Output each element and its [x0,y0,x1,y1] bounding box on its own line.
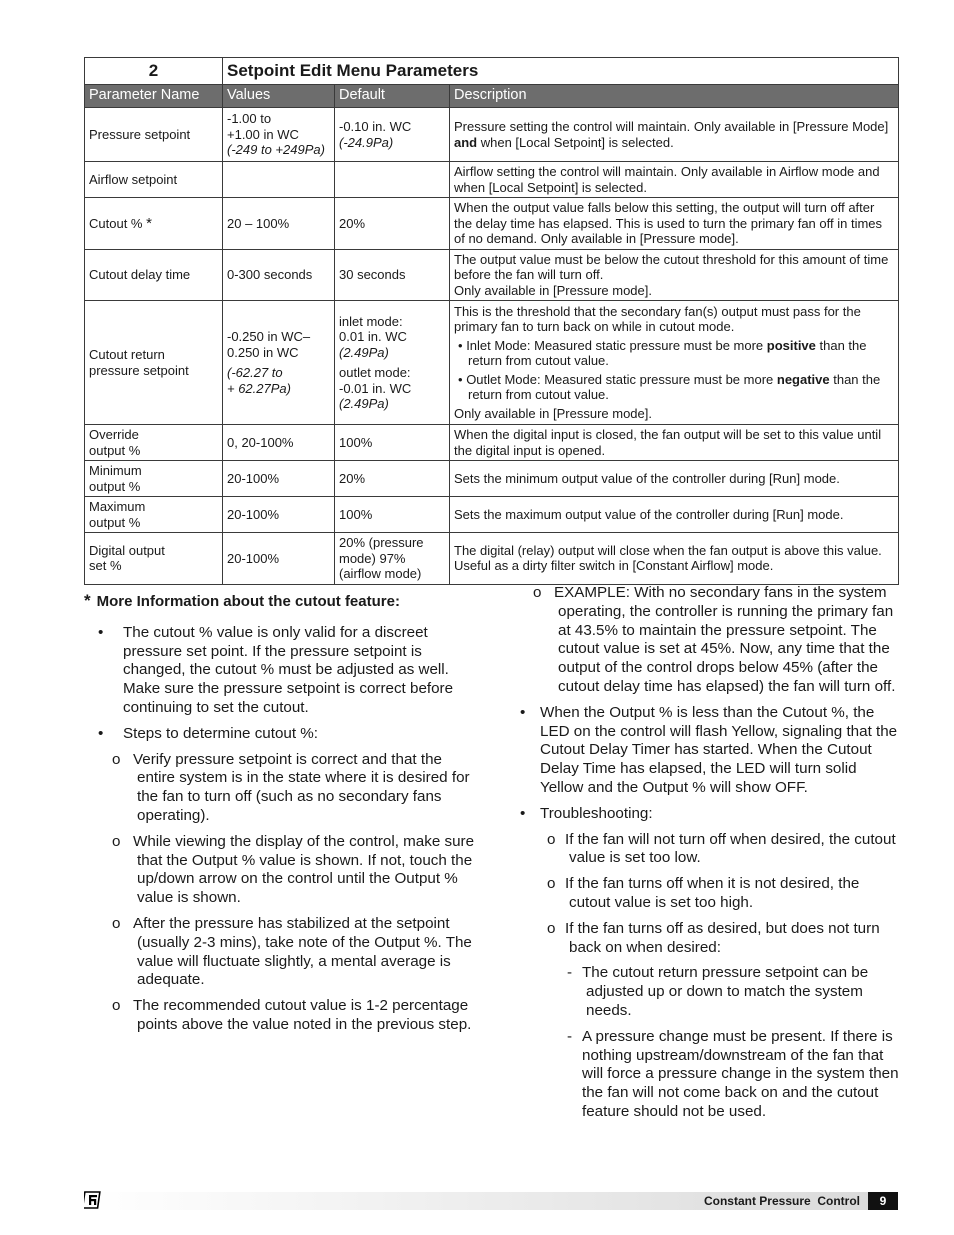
list-item [84,997,484,1035]
notes-left-column [84,592,484,1042]
param-name: Cutout return pressure setpoint [85,301,223,425]
param-description: When the output value falls below this setting, the output will turn off after the delay time has elapsed. This is used to turn the primary fan off in times of no demand. Only available in [Pressure mode]. [450,198,899,250]
dash-mark: - [567,1027,573,1045]
param-description: Sets the minimum output value of the controller during [Run] mode. [450,461,899,497]
desc-bullet [454,338,894,369]
desc-bold: negative [776,371,830,387]
table-title-row [85,58,899,85]
setpoint-parameters-table [84,57,899,585]
param-values: 0-300 seconds [223,249,335,301]
default-line: inlet mode: [339,313,403,329]
list-item [84,624,484,718]
param-name-line: Minimum [89,463,142,478]
list-item [520,831,900,869]
list-item [84,725,484,744]
param-description: Sets the maximum output value of the controller during [Run] mode. [450,497,899,533]
bullet-mark: • [520,703,526,721]
param-name-line: output % [89,478,141,494]
param-name [85,533,223,585]
sub-bullet-mark: o [533,584,542,601]
param-default: 30 seconds [335,249,450,301]
desc-text: This is the threshold that the secondary fan(s) output must pass for the primary fan to turn back on while in cutout mode. [454,303,861,335]
list-item-text: While viewing the display of the control, make sure that the Output % value is shown. If not, touch the up/down arrow on the control until the Output % value is shown. [133,832,475,907]
sub-bullet-mark: o [112,914,121,932]
header-description: Description [450,85,899,108]
param-default: 20% [335,198,450,250]
param-description: When the digital input is closed, the fan output will be set to this value until the digital input is opened. [450,425,899,461]
table-header-row [85,85,899,108]
list-item-text: Troubleshooting: [540,804,653,822]
list-item-text: If the fan will not turn off when desired, the cutout value is set too low. [565,830,896,867]
section-title: Setpoint Edit Menu Parameters [223,58,899,85]
desc-text: Pressure setting the control will maintain. Only available in [Pressure Mode] [454,119,889,134]
list-item [520,584,900,697]
bullet-mark: • [520,804,526,822]
list-item [84,751,484,826]
param-values: 0, 20-100% [223,425,335,461]
sub-bullet-mark: o [547,919,556,937]
desc-text: Only available in [Pressure mode]. [454,282,652,298]
param-values [223,301,335,425]
bullet-mark: • [98,623,104,641]
default-line: (-24.9Pa) [339,134,394,150]
list-item [520,704,900,798]
param-name-text: Cutout % [89,215,143,231]
notes-heading-text: More Information about the cutout feature: [96,593,400,610]
param-name-line: Override [89,427,139,442]
sub-bullet-mark: o [547,875,556,893]
default-line: outlet mode: [339,365,411,380]
footer-page-number: 9 [868,1192,898,1210]
list-item [84,915,484,990]
list-item-text: If the fan turns off when it is not desired, the cutout value is set too high. [565,875,860,911]
list-item [520,920,900,958]
param-description [450,249,899,301]
param-name: Airflow setpoint [85,162,223,198]
desc-text: The output value must be below the cutout threshold for this amount of time before the fan will turn off. [454,251,889,282]
default-line: (2.49Pa) [339,344,389,360]
notes-heading [84,592,484,612]
bullet-mark: • [458,337,463,353]
list-item-text: Verify pressure setpoint is correct and that the entire system is in the state where it is desired for the fan to turn off (such as no secondary fans operating). [133,750,470,824]
values-line: (-62.27 to [227,365,283,380]
list-item-text: After the pressure has stabilized at the setpoint (usually 2-3 mins), take note of the Output %. The value will fluctuate slightly, a mental average is adequate. [133,914,472,989]
param-name [85,497,223,533]
param-name-line: output % [89,442,141,458]
default-line: mode) 97% [339,550,406,566]
table-row [85,425,899,461]
param-default [335,108,450,162]
bullet-mark: • [98,724,104,742]
desc-text: Only available in [Pressure mode]. [454,405,652,421]
param-values: 20-100% [223,533,335,585]
sub-bullet-mark: o [112,997,121,1015]
desc-bold: positive [766,337,816,353]
header-parameter-name: Parameter Name [85,85,223,108]
asterisk-icon: * [146,214,152,232]
param-description: The digital (relay) output will close when the fan output is above this value. Useful as a dirty filter switch in [Constant Airflow] mode. [450,533,899,585]
table-row [85,533,899,585]
header-values: Values [223,85,335,108]
notes-right-column [520,584,900,1129]
default-line: (airflow mode) [339,566,422,581]
desc-text: Inlet Mode: Measured static pressure must be more [466,337,767,353]
param-default [335,162,450,198]
param-name-line: Digital output [89,542,165,558]
param-default: 20% [335,461,450,497]
param-name-line: Maximum [89,499,146,514]
footer-document-title: Constant Pressure Control [703,1194,860,1208]
param-name [85,425,223,461]
list-item [520,1028,900,1122]
dash-mark: - [567,964,573,982]
param-values [223,162,335,198]
asterisk-icon: * [84,591,91,610]
param-name-line: set % [89,558,122,574]
section-number: 2 [85,58,223,85]
company-logo-icon [84,1191,101,1209]
values-line: -1.00 to [227,111,272,127]
param-name: Pressure setpoint [85,108,223,162]
list-item [84,833,484,908]
default-line: 0.01 in. WC [339,329,407,344]
desc-bold: and [454,134,478,150]
list-item [520,805,900,824]
param-description: Airflow setting the control will maintain. Only available in Airflow mode and when [Local Setpoint] is selected. [450,162,899,198]
list-item-text: The cutout return pressure setpoint can be adjusted up or down to match the system needs. [582,964,869,1019]
param-default [335,533,450,585]
param-name [85,461,223,497]
param-values: 20 – 100% [223,198,335,250]
list-item [520,964,900,1020]
values-line: -0.250 in WC– [227,329,311,344]
table-row [85,497,899,533]
table-row [85,249,899,301]
desc-text: when [Local Setpoint] is selected. [477,134,674,150]
default-line: 20% (pressure [339,535,424,550]
bullet-mark: • [458,371,463,387]
values-line: 0.250 in WC [227,344,299,360]
default-line: -0.01 in. WC [339,380,412,396]
list-item-text: Steps to determine cutout %: [123,724,319,742]
list-item-text: EXAMPLE: With no secondary fans in the system operating, the controller is running the primary fan at 43.5% to maintain the pressure setpoint. The cutout value is set at 45%. Now, any time that the output of the control drops below 45% (after the cutout delay time has elapsed) the fan will turn off. [554,584,896,695]
desc-text: than the return from cutout value. [468,337,867,369]
list-item-text: The recommended cutout value is 1-2 percentage points above the value noted in the previous step. [133,997,472,1033]
list-item-text: When the Output % is less than the Cutout %, the LED on the control will flash Yellow, signaling that the Cutout Delay Timer has started. When the Cutout Delay Time has elapsed, the LED will turn solid Yellow and the Output % will show OFF. [540,703,898,796]
param-description [450,108,899,162]
param-default: 100% [335,425,450,461]
sub-bullet-mark: o [112,750,121,768]
desc-text: Outlet Mode: Measured static pressure must be more [466,371,777,387]
default-line: -0.10 in. WC [339,119,412,134]
param-name [85,198,223,250]
desc-text: than the return from cutout value. [468,371,881,403]
list-item-text: The cutout % value is only valid for a discreet pressure set point. If the pressure setpoint is changed, the cutout % must be adjusted as well. Make sure the pressure setpoint is correct before continuing to set the cutout. [123,623,454,716]
param-values: 20-100% [223,497,335,533]
table-row [85,198,899,250]
table-row [85,108,899,162]
list-item [520,875,900,913]
values-line: (-249 to +249Pa) [227,142,325,158]
param-default [335,301,450,425]
sub-bullet-mark: o [547,830,556,848]
table-row [85,301,899,425]
values-line: +1.00 in WC [227,126,299,142]
param-default: 100% [335,497,450,533]
header-default: Default [335,85,450,108]
table-row [85,461,899,497]
default-line: (2.49Pa) [339,396,389,411]
param-name-line: output % [89,514,141,530]
values-line: + 62.27Pa) [227,380,291,396]
list-item-text: If the fan turns off as desired, but does not turn back on when desired: [565,919,880,956]
sub-bullet-mark: o [112,832,121,850]
param-name: Cutout delay time [85,249,223,301]
desc-bullet [454,372,894,403]
table-row [85,162,899,198]
param-values: 20-100% [223,461,335,497]
param-values [223,108,335,162]
list-item-text: A pressure change must be present. If there is nothing upstream/downstream of the fan that will force a pressure change in the system then the fan will not come back on and the cutout feature should not be used. [582,1027,899,1120]
param-description [450,301,899,425]
